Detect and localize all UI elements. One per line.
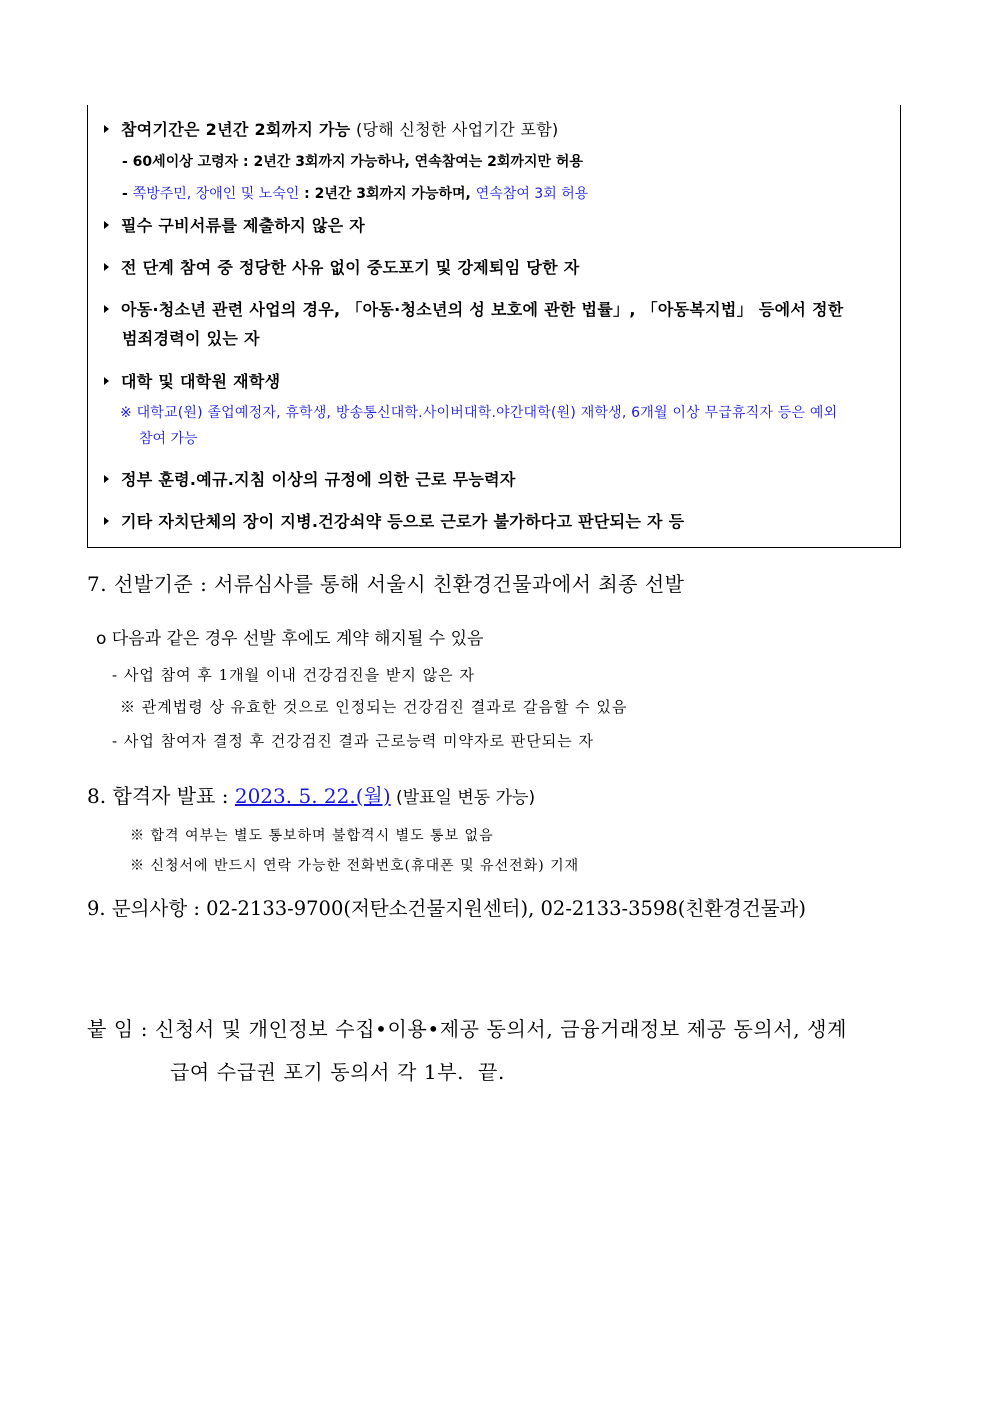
item-normal-text: (당해 신청한 사업기간 포함) — [350, 120, 559, 139]
section8-prefix: 8. 합격자 발표 : — [87, 784, 235, 808]
bullet-triangle-icon — [104, 517, 109, 525]
section7-note: ※ 관계법령 상 유효한 것으로 인정되는 건강검진 결과로 갈음할 수 있음 — [120, 698, 628, 716]
item-text: 정부 훈령.예규.지침 이상의 규정에 의한 근로 무능력자 — [121, 470, 516, 489]
sub-vulnerable — [122, 187, 588, 201]
box-item-incapable — [104, 472, 516, 488]
item-text: 기타 자치단체의 장이 지병.건강쇠약 등으로 근로가 불가하다고 판단되는 자 등 — [121, 512, 685, 531]
dash: - — [122, 186, 133, 202]
attachment-line1: 붙 임 : 신청서 및 개인정보 수집•이용•제공 동의서, 금융거래정보 제공 동의서, 생계 — [87, 1017, 848, 1041]
section7-sub1: - 사업 참여 후 1개월 이내 건강검진을 받지 않은 자 — [112, 666, 475, 684]
sub-mid-text: : 2년간 3회까지 가능하며, — [299, 186, 476, 202]
bullet-triangle-icon — [104, 475, 109, 483]
bullet-triangle-icon — [104, 377, 109, 385]
bullet-triangle-icon — [104, 125, 109, 133]
bullet-triangle-icon — [104, 263, 109, 271]
box-item-documents — [104, 218, 365, 234]
item-text: 아동·청소년 관련 사업의 경우, 「아동·청소년의 성 보호에 관한 법률」, 「아동복지법」 등에서 정한 — [121, 300, 844, 319]
item-text: 필수 구비서류를 제출하지 않은 자 — [121, 216, 366, 235]
attachment-line2: 급여 수급권 포기 동의서 각 1부. 끝. — [170, 1060, 505, 1084]
section8-note2: ※ 신청서에 반드시 연락 가능한 전화번호(휴대폰 및 유선전화) 기재 — [130, 858, 580, 874]
box-item-other — [104, 514, 684, 530]
highlight-allowance: 연속참여 3회 허용 — [475, 186, 589, 202]
sub-elderly: - 60세이상 고령자 : 2년간 3회까지 가능하나, 연속참여는 2회까지만 허용 — [122, 154, 583, 170]
student-exception-note-line2: 참여 가능 — [139, 431, 198, 447]
bullet-triangle-icon — [104, 221, 109, 229]
section8-title — [87, 786, 535, 807]
section8-suffix: (발표일 변동 가능) — [390, 788, 536, 808]
highlight-groups: 쪽방주민, 장애인 및 노숙인 — [132, 186, 300, 202]
section7-title: 7. 선발기준 : 서류심사를 통해 서울시 친환경건물과에서 최종 선발 — [87, 572, 685, 596]
item-text: 전 단계 참여 중 정당한 사유 없이 중도포기 및 강제퇴임 당한 자 — [121, 258, 580, 277]
student-exception-note: ※ 대학교(원) 졸업예정자, 휴학생, 방송통신대학.사이버대학.야간대학(원) 재학생, 6개월 이상 무급휴직자 등은 예외 — [120, 405, 838, 421]
item-bold-text: 참여기간은 2년간 2회까지 가능 — [121, 120, 351, 139]
box-item-participation-period — [104, 122, 559, 138]
section8-note1: ※ 합격 여부는 별도 통보하며 불합격시 별도 통보 없음 — [130, 828, 494, 844]
section9-contact: 9. 문의사항 : 02-2133-9700(저탄소건물지원센터), 02-2133-3598(친환경건물과) — [87, 897, 806, 920]
item-text: 대학 및 대학원 재학생 — [121, 372, 281, 391]
box-item-criminal-record — [104, 302, 844, 318]
section7-sub2: - 사업 참여자 결정 후 건강검진 결과 근로능력 미약자로 판단되는 자 — [112, 732, 594, 750]
box-item-dropout — [104, 260, 579, 276]
section7-o-line: o 다음과 같은 경우 선발 후에도 계약 해지될 수 있음 — [96, 629, 484, 649]
bullet-triangle-icon — [104, 305, 109, 313]
box-item-criminal-record-line2: 범죄경력이 있는 자 — [122, 329, 260, 348]
announcement-date: 2023. 5. 22.(월) — [234, 784, 391, 808]
box-item-students — [104, 374, 280, 390]
